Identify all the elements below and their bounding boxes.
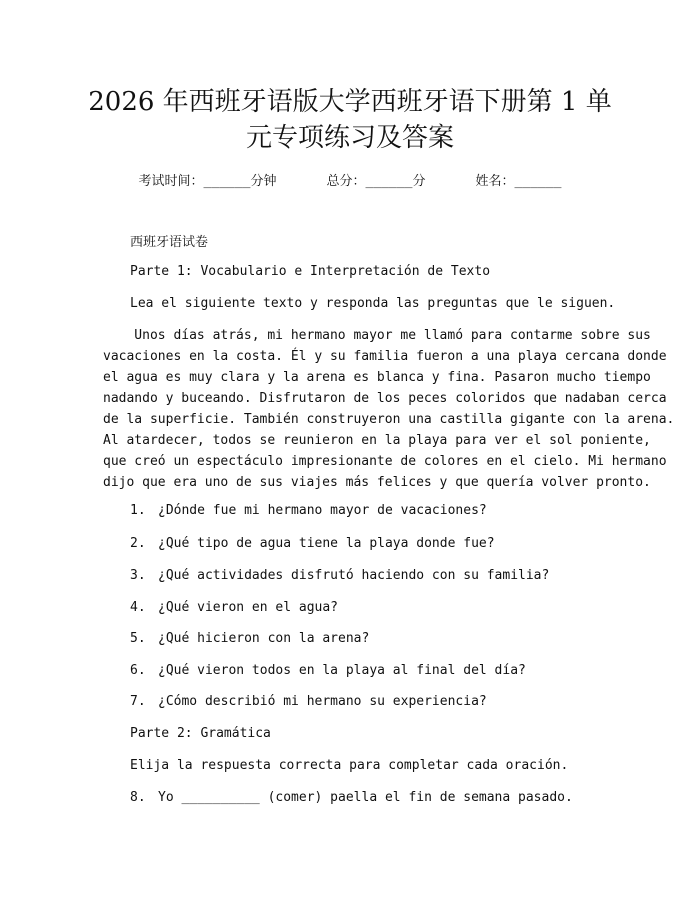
question-text: ¿Dónde fue mi hermano mayor de vacaciones?	[158, 503, 487, 518]
question-text: ¿Qué vieron todos en la playa al final del día?	[158, 663, 526, 678]
passage-line: nadando y buceando. Disfrutaron de los peces coloridos que nadaban cerca	[103, 391, 667, 406]
passage-line: Unos días atrás, mi hermano mayor me llamó para contarme sobre sus	[103, 328, 651, 343]
question-text: ¿Qué vieron en el agua?	[158, 600, 339, 615]
passage-line: que creó un espectáculo impresionante de colores en el cielo. Mi hermano	[103, 454, 667, 469]
passage-line: vacaciones en la costa. Él y su familia fueron a una playa cercana donde	[103, 349, 667, 364]
reading-passage	[103, 325, 675, 493]
passage-line: dijo que era uno de sus viajes más felices y que quería volver pronto.	[103, 475, 651, 490]
question-item	[130, 663, 526, 678]
question-item	[130, 568, 549, 583]
question-number: 8.	[130, 790, 146, 805]
question-item	[130, 600, 338, 615]
part1-heading: Parte 1: Vocabulario e Interpretación de Texto	[130, 264, 491, 279]
passage-line: Al atardecer, todos se reunieron en la playa para ver el sol poniente,	[103, 433, 651, 448]
document-title-line-1: 2026 年西班牙语版大学西班牙语下册第 1 单	[88, 87, 612, 117]
question-item	[130, 631, 369, 646]
question-number: 5.	[130, 631, 146, 646]
exam-meta	[0, 170, 700, 189]
question-text: ¿Qué tipo de agua tiene la playa donde fue?	[158, 536, 495, 551]
question-number: 4.	[130, 600, 146, 615]
question-text: ¿Qué actividades disfrutó haciendo con su familia?	[158, 568, 550, 583]
question-text: ¿Cómo describió mi hermano su experiencia?	[158, 694, 487, 709]
question-item	[130, 536, 495, 551]
section-heading: 西班牙语试卷	[130, 235, 209, 250]
question-number: 1.	[130, 503, 146, 518]
exam-name-field: 姓名：______	[475, 174, 562, 189]
question-number: 3.	[130, 568, 146, 583]
question-number: 2.	[130, 536, 146, 551]
question-number: 6.	[130, 663, 146, 678]
question-item	[130, 790, 573, 805]
passage-line: el agua es muy clara y la arena es blanca y fina. Pasaron mucho tiempo	[103, 370, 651, 385]
question-text: ¿Qué hicieron con la arena?	[158, 631, 370, 646]
part1-instruction: Lea el siguiente texto y responda las preguntas que le siguen.	[130, 296, 616, 311]
passage-line: de la superficie. También construyeron una castilla gigante con la arena.	[103, 412, 675, 427]
document-title-line-2: 元专项练习及答案	[245, 123, 454, 153]
question-number: 7.	[130, 694, 146, 709]
part2-heading: Parte 2: Gramática	[130, 726, 271, 741]
question-item	[130, 694, 487, 709]
part2-instruction: Elija la respuesta correcta para completar cada oración.	[130, 758, 569, 773]
question-text: Yo __________ (comer) paella el fin de semana pasado.	[158, 790, 573, 805]
exam-time: 考试时间：______分钟	[138, 174, 277, 189]
exam-total-score: 总分：______分	[326, 174, 426, 189]
question-item	[130, 503, 487, 518]
